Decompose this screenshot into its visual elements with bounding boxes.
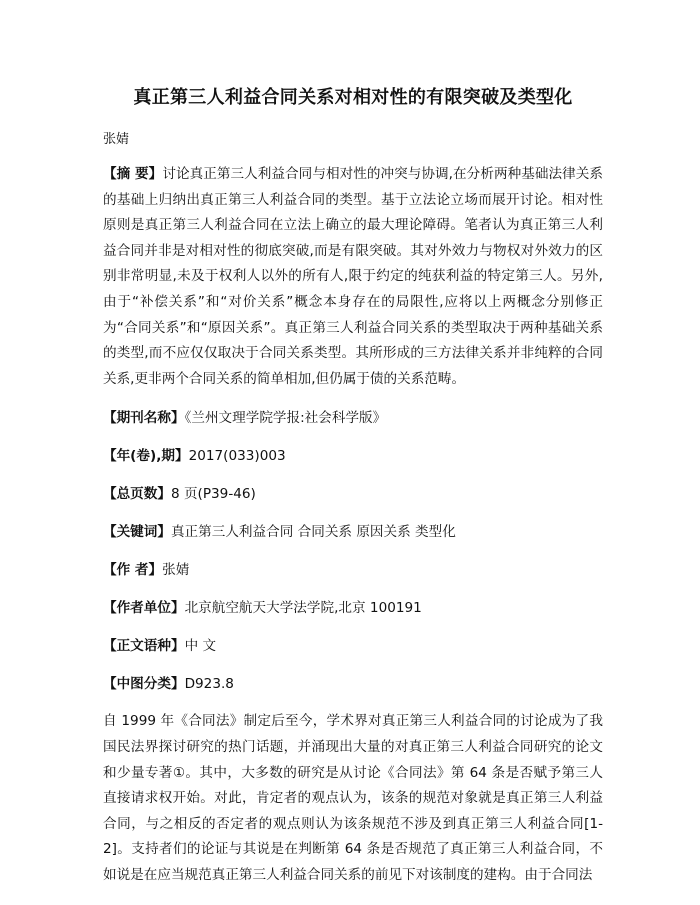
meta-value: 2017(033)003	[188, 448, 286, 465]
meta-label: 【中图分类】	[103, 676, 185, 693]
meta-value: 《兰州文理学院学报:社会科学版》	[184, 410, 387, 427]
meta-value: 北京航空航天大学法学院,北京 100191	[184, 600, 422, 617]
document-page	[103, 0, 603, 889]
meta-page-count	[103, 484, 603, 504]
abstract	[103, 162, 603, 392]
meta-keywords	[103, 522, 603, 542]
meta-language	[103, 636, 603, 656]
meta-volume-issue	[103, 446, 603, 466]
meta-value: 张婧	[162, 562, 190, 579]
meta-label: 【作者单位】	[103, 600, 185, 617]
meta-classification	[103, 674, 603, 694]
meta-value: 中 文	[184, 638, 217, 655]
meta-affiliation	[103, 598, 603, 618]
meta-label: 【总页数】	[103, 486, 171, 503]
body-paragraph: 自 1999 年《合同法》制定后至今，学术界对真正第三人利益合同的讨论成为了我国民法界探讨研究的热门话题，并涌现出大量的对真正第三人利益合同研究的论文和少量专著①。其中，大多数的研究是从讨论《合同法》第 64 条是否赋予第三人直接请求权开始。对此，肯定者的观点认为，该条的规范对象就是真正第三人利益合同，与之相反的否定者的观点则认为该条规范不涉及到真正第三人利益合同[1-2]。支持者们的论证与其说是在判断第 64 条是否规范了真正第三人利益合同，不如说是在应当规范真正第三人利益合同关系的前见下对该制度的建构。由于合同法	[103, 713, 603, 883]
meta-value: 真正第三人利益合同 合同关系 原因关系 类型化	[170, 524, 456, 541]
meta-label: 【关键词】	[103, 524, 171, 541]
meta-label: 【作 者】	[103, 562, 163, 579]
meta-label: 【正文语种】	[103, 638, 185, 655]
meta-value: D923.8	[184, 676, 234, 693]
meta-value: 8 页(P39-46)	[170, 486, 256, 503]
meta-author	[103, 560, 603, 580]
abstract-label: 【摘 要】	[103, 166, 163, 182]
meta-journal	[103, 408, 603, 428]
meta-label: 【年(卷),期】	[103, 448, 189, 465]
meta-label: 【期刊名称】	[103, 410, 185, 427]
author-name: 张婧	[103, 132, 130, 147]
abstract-text: 讨论真正第三人利益合同与相对性的冲突与协调,在分析两种基础法律关系的基础上归纳出真正第三人利益合同的类型。基于立法论立场而展开讨论。相对性原则是真正第三人利益合同在立法上确立的最大理论障碍。笔者认为真正第三人利益合同并非是对相对性的彻底突破,而是有限突破。其对外效力与物权对外效力的区别非常明显,未及于权利人以外的所有人,限于约定的纯获利益的特定第三人。另外,由于“补偿关系”和“对价关系”概念本身存在的局限性,应将以上两概念分别修正为“合同关系”和“原因关系”。真正第三人利益合同关系的类型取决于两种基础关系的类型,而不应仅仅取决于合同关系类型。其所形成的三方法律关系并非纯粹的合同关系,更非两个合同关系的简单相加,但仍属于债的关系范畴。	[103, 166, 603, 387]
document-title: 真正第三人利益合同关系对相对性的有限突破及类型化	[133, 87, 573, 108]
